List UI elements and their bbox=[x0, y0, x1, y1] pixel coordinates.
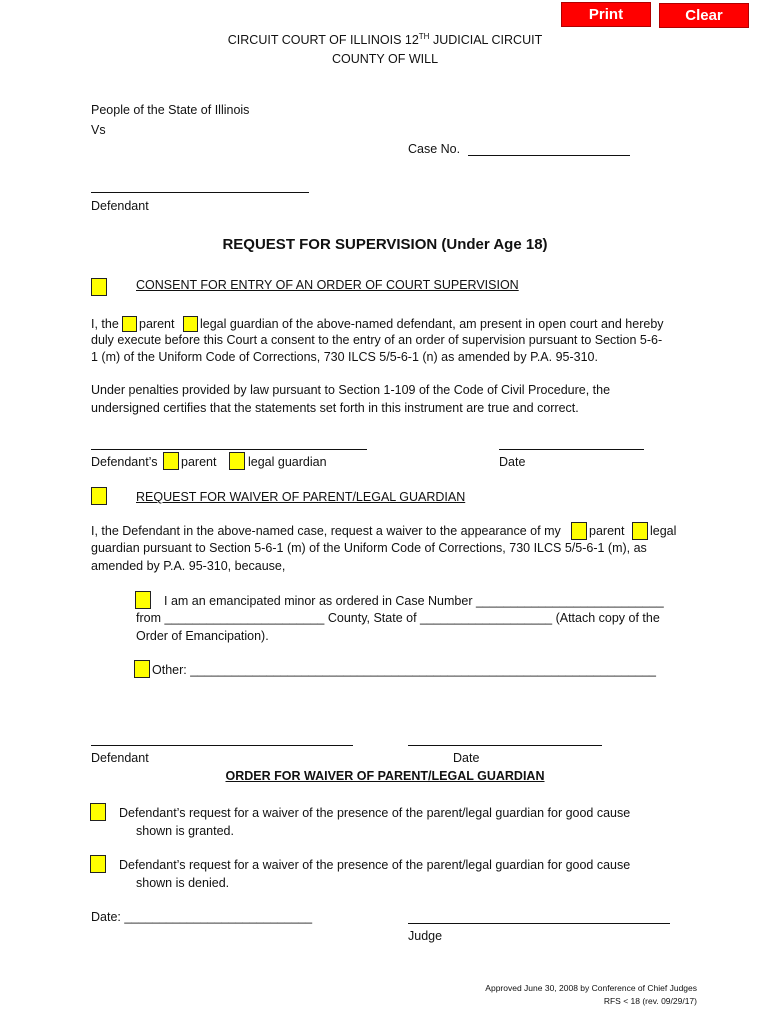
order-heading: ORDER FOR WAIVER OF PARENT/LEGAL GUARDIAN bbox=[225, 769, 545, 783]
consent-text-line1: I, the bbox=[91, 317, 119, 331]
defendant-name-field[interactable] bbox=[91, 192, 309, 193]
denied-checkbox[interactable] bbox=[90, 855, 106, 873]
form-title: REQUEST FOR SUPERVISION (Under Age 18) bbox=[222, 236, 548, 253]
footer-form-number: RFS < 18 (rev. 09/29/17) bbox=[603, 996, 697, 1006]
people-label: People of the State of Illinois bbox=[91, 103, 250, 117]
consent-sig-defendants-label: Defendant’s bbox=[91, 455, 158, 469]
waiver-guardian-checkbox[interactable] bbox=[632, 522, 648, 540]
waiver-request-checkbox[interactable] bbox=[91, 487, 107, 505]
waiver-text-line3: amended by P.A. 95-310, because, bbox=[91, 559, 286, 573]
sig-parent-label: parent bbox=[181, 455, 217, 469]
judge-signature-line[interactable] bbox=[408, 923, 670, 924]
consent-text-line2: duly execute before this Court a consent to the entry of an order of supervision pursuant to Section 5-6- bbox=[91, 333, 663, 347]
waiver-date-line[interactable] bbox=[408, 745, 602, 746]
waiver-date-label: Date bbox=[453, 751, 480, 765]
waiver-legal-label: legal bbox=[650, 524, 677, 538]
granted-checkbox[interactable] bbox=[90, 803, 106, 821]
clear-button[interactable]: Clear bbox=[659, 3, 749, 28]
waiver-text-line2: guardian pursuant to Section 5-6-1 (m) of the Uniform Code of Corrections, 730 ILCS 5/5-6-1 (m), as bbox=[91, 541, 647, 555]
consent-parent-label: parent bbox=[139, 317, 175, 331]
consent-text-line3: 1 (m) of the Uniform Code of Corrections, 730 ILCS 5/5-6-1 (n) as amended by P.A. 95-310. bbox=[91, 350, 598, 364]
sig-guardian-checkbox[interactable] bbox=[229, 452, 245, 470]
denied-text-line2: shown is denied. bbox=[136, 876, 230, 890]
judge-label: Judge bbox=[408, 929, 443, 943]
footer-approved: Approved June 30, 2008 by Conference of Chief Judges bbox=[485, 983, 697, 993]
order-date-field[interactable]: Date: ___________________________ bbox=[91, 910, 313, 924]
county-heading: COUNTY OF WILL bbox=[331, 52, 439, 66]
denied-text-line1: Defendant’s request for a waiver of the presence of the parent/legal guardian for good cause bbox=[119, 858, 631, 872]
consent-text-line1-rest: legal guardian of the above-named defendant, am present in open court and hereby bbox=[200, 317, 664, 331]
waiver-request-heading: REQUEST FOR WAIVER OF PARENT/LEGAL GUARDIAN bbox=[136, 490, 466, 504]
waiver-parent-checkbox[interactable] bbox=[571, 522, 587, 540]
emancipated-text-line1: I am an emancipated minor as ordered in Case Number ___________________________ bbox=[164, 594, 664, 608]
waiver-text-line1: I, the Defendant in the above-named case, request a waiver to the appearance of my bbox=[91, 524, 561, 538]
emancipated-text-line3: Order of Emancipation). bbox=[136, 629, 269, 643]
vs-label: Vs bbox=[91, 123, 106, 137]
granted-text-line2: shown is granted. bbox=[136, 824, 234, 838]
consent-heading: CONSENT FOR ENTRY OF AN ORDER OF COURT SUPERVISION bbox=[136, 278, 519, 292]
consent-checkbox[interactable] bbox=[91, 278, 107, 296]
granted-text-line1: Defendant’s request for a waiver of the presence of the parent/legal guardian for good cause bbox=[119, 806, 631, 820]
waiver-defendant-label: Defendant bbox=[91, 751, 149, 765]
other-checkbox[interactable] bbox=[134, 660, 150, 678]
case-no-label: Case No. bbox=[408, 142, 461, 156]
emancipated-text-line2: from _______________________ County, State of ___________________ (Attach copy of the bbox=[136, 611, 660, 625]
case-no-field[interactable] bbox=[468, 155, 630, 156]
consent-signature-line[interactable] bbox=[91, 449, 367, 450]
court-heading: CIRCUIT COURT OF ILLINOIS 12TH JUDICIAL CIRCUIT bbox=[227, 32, 543, 48]
penalty-text-line2: undersigned certifies that the statements set forth in this instrument are true and correct. bbox=[91, 401, 579, 415]
emancipated-checkbox[interactable] bbox=[135, 591, 151, 609]
consent-parent-checkbox[interactable] bbox=[122, 316, 137, 332]
penalty-text-line1: Under penalties provided by law pursuant to Section 1-109 of the Code of Civil Procedure, the bbox=[91, 383, 611, 397]
consent-date-line[interactable] bbox=[499, 449, 644, 450]
consent-guardian-checkbox[interactable] bbox=[183, 316, 198, 332]
waiver-signature-line[interactable] bbox=[91, 745, 353, 746]
other-text: Other: ___________________________________________________________________ bbox=[152, 663, 656, 677]
waiver-parent-label: parent bbox=[589, 524, 625, 538]
consent-date-label: Date bbox=[499, 455, 526, 469]
sig-parent-checkbox[interactable] bbox=[163, 452, 179, 470]
print-button[interactable]: Print bbox=[561, 2, 651, 27]
sig-guardian-label: legal guardian bbox=[248, 455, 327, 469]
defendant-label: Defendant bbox=[91, 199, 149, 213]
